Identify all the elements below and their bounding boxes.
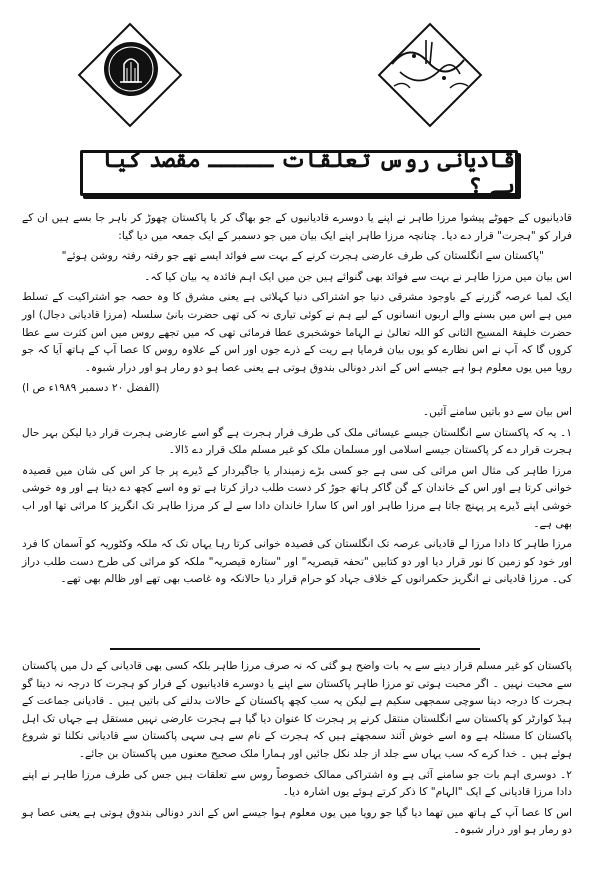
reference-citation: (الفضل ٢٠ دسمبر ١٩٨٩ء ص ا) <box>22 382 160 395</box>
paragraph: پاکستان کو غیر مسلم قرار دینے سے یہ بات واضح ہو گئی کہ نہ صرف مرزا طاہر بلکہ کسی بھی قادیانی کے دل میں پاکستان سے محبت نہیں ۔ اگر محبت ہوتی تو مرزا طاہر پاکستان سے اپنے یا دوسرے قادیانیوں کے فرار کو ہجرت کا درجہ نہ دیتا گو ہجرت کا درجہ دینا سوچی سمجھی سکیم ہے لیکن یہ سب کچھ پاکستان کے حالات بدلنے کی باتیں ہیں ۔ قادیانی جماعت کے ہیڈ کوارٹر کو پاکستان سے انگلستان منتقل کرنے پر ہجرت کا عنوان دیا گیا ہے ہجرت عارضی نہیں مستقل ہے جہاں تک اہل پاکستان کا مسئلہ ہے وہ اسے خوش آئند سمجھتے ہیں کہ ہجرت کے نام سے ہی سہی پاکستان سے قادیانی نکلنا تو شروع ہوئے ہیں ۔ خدا کرے کہ سب یہاں سے جلد از جلد نکل جائیں اور ہمارا ملک صحیح معنوں میں پاکستان بن جائے۔ <box>21 660 572 760</box>
paragraph: ١۔ یہ کہ پاکستان سے انگلستان جیسے عیسائی ملک کی طرف فرار ہجرت ہے گو اسے عارضی ہجرت قرار دیا لیکن بہر حال ہجرت قرار دے کر پاکستان جیسے اسلامی اور مسلمان ملک کو غیر مسلم ملک قرار دے ڈالا۔ <box>22 426 572 457</box>
quote: "پاکستان سے انگلستان کی طرف عارضی ہجرت کرنے کے بہت سے فوائد ایسے تھے جو رفتہ رفتہ روشن ہوئے" <box>61 250 544 263</box>
paragraph: اس بیان میں مرزا طاہر نے بہت سے فوائد بھی گنوائے ہیں جن میں ایک اہم فائدہ یہ بیان کیا کہ۔ <box>144 270 572 283</box>
section-divider <box>110 648 480 650</box>
paragraph: قادیانیوں کے جھوٹے پیشوا مرزا طاہر نے اپنے یا دوسرے قادیانیوں کے جو بھاگ کر یا پاکستان چھوڑ کر باہر جا بسے ہیں ان کے فرار کو "ہجرت" قرار دے دیا۔ چنانچہ مرزا طاہر اپنے ایک بیان میں جو دسمبر کے ایک جمعہ میں دیا گیا: <box>22 212 572 242</box>
paragraph: مرزا طاہر کا دادا مرزا لے قادیانی عرصہ تک انگلستان کی قصیدہ خوانی کرتا رہا یہاں تک کہ ملکہ وکٹوریہ کو آسمان کا فرد اور خود کو زمین کا نور قرار دیا اور دو کتابیں "تحفہ قیصریہ" اور "ستارہ قیصریہ" ملکہ کو مراثی کی طرح دست طلب دراز کی۔ مرزا قادیانی نے انگریز حکمرانوں کے خلاف جہاد کو حرام قرار دیا حالانکہ وہ غاصب بھی تھے اور ظالم بھی تھے۔ <box>22 538 572 586</box>
paragraph: ٢۔ دوسری اہم بات جو سامنے آئی ہے وہ اشتراکی ممالک خصوصاً روس سے تعلقات ہیں جس کی طرف مرزا طاہر نے اپنے دادا مرزا قادیانی کے ایک "الہام" کا ذکر کرتے ہوئے یوں اشارہ دیا۔ <box>22 768 572 799</box>
article-section-2 <box>22 658 572 843</box>
paragraph: اس کا عصا آپ کے ہاتھ میں تھما دیا گیا جو رویا میں یوں معلوم ہوا جیسے اس کے اندر دونالی بندوق ہوتی ہے یعنی عصا ہو دو رمار ہو اور درار شبوہ۔ <box>22 806 572 837</box>
seal-emblem-icon <box>96 34 166 104</box>
page-title: قادیانی روس تعلقات ـــــ مقصد کیا ہے ؟ <box>102 147 515 199</box>
paragraph: ایک لمبا عرصہ گزرنے کے باوجود مشرقی دنیا جو اشتراکی دنیا کہلاتی ہے یعنی مشرق کا وہ حصہ جو اشتراکیت کے تسلط میں ہے اس میں بسنے والے اربوں انسانوں کے لیے ہم نے کوئی تیاری نہ کی تھی حضرت بانیٔ سلسلہ (مرزا قادیانی دجال) اور حضرت خلیفۃ المسیح الثانی کو اللہ تعالیٰ نے الہاما خوشخبری عطا فرمائی تھی کہ میں تجھے روس میں اس کثرت سے عطا کروں گا کہ آپ نے اس نظارے کو یوں بیان فرمایا ہے ریت کے ذرے جوں اور اس کے علاوہ روس کا عصا آپ کے ہاتھ آیا کہ جو رویا میں یوں معلوم ہوا ہے جیسے اس کے اندر دونالی بندوق ہوتی ہے یعنی عصا ہو دو رمار ہو اور درار شبوہ۔ <box>22 291 572 374</box>
title-box <box>80 147 518 199</box>
article-section-1 <box>22 210 572 592</box>
paragraph: مرزا طاہر کی مثال اس مراثی کی سی ہے جو کسی بڑے زمیندار یا جاگیردار کے ڈیرے پر جا کر اس کی شان میں قصیدہ خوانی کرتا ہے اور اس کے خاندان کے گن گاکر ہاتھ جوڑ کر دست طلب دراز کرتا ہے تو وہ اسے کچھ دے دیتا ہے اور وہ خوشی خوشی اپنے ڈیرے پر پہنچ جاتا ہے مرزا طاہر اور اس کا سارا خاندان دادا سے لے کر مرزا طاہر تک انگریز کا مراثی تھا اور اب بھی ہے۔ <box>22 464 572 530</box>
calligraphy-emblem-icon <box>380 34 476 104</box>
paragraph: اس بیان سے دو باتیں سامنے آئیں۔ <box>422 405 572 418</box>
